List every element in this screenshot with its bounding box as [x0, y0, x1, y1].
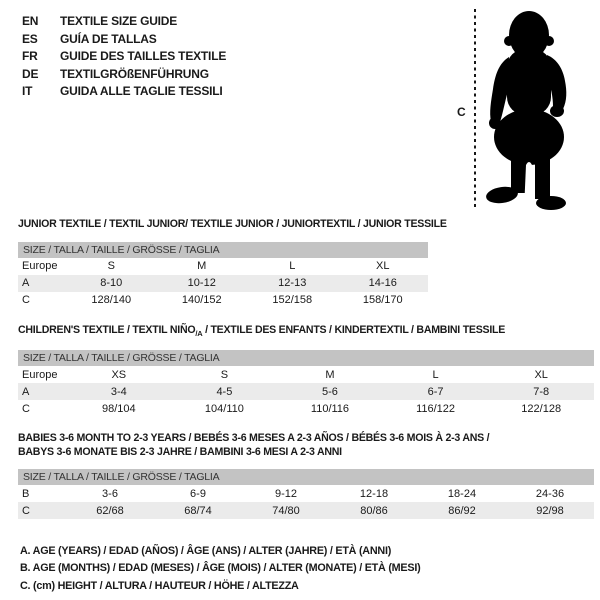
- header-area: [0, 0, 600, 212]
- table-row: [18, 366, 594, 383]
- language-title: TEXTILE SIZE GUIDE: [60, 14, 178, 28]
- size-cell: 74/80: [242, 502, 330, 519]
- language-title: GUÍA DE TALLAS: [60, 31, 157, 46]
- size-cell: L: [289, 260, 296, 272]
- size-table: [18, 350, 594, 417]
- size-cell: 10-12: [157, 275, 248, 292]
- language-title: TEXTILGRÖßENFÜHRUNG: [60, 66, 209, 81]
- size-cell: 12-13: [247, 275, 338, 292]
- size-cell: 7-8: [488, 383, 594, 400]
- size-cell: 110/116: [310, 402, 350, 415]
- table-title-text: BABIES 3-6 MONTH TO 2-3 YEARS / BEBÉS 3-6 MESES A 2-3 AÑOS / BÉBÉS 3-6 MOIS À 2-3 ANS /: [18, 432, 490, 445]
- table-row: [18, 383, 594, 400]
- language-row: [22, 66, 226, 84]
- table-row: [18, 502, 594, 519]
- legend-line: C. (cm) HEIGHT / ALTURA / HAUTEUR / HÖHE / ALTEZZA: [20, 579, 299, 592]
- row-label: C: [18, 502, 66, 519]
- size-cell: 140/152: [181, 294, 222, 306]
- size-cell: 158/170: [362, 294, 403, 306]
- language-code: DE: [22, 66, 39, 81]
- row-label: Europe: [22, 368, 58, 381]
- row-label: A: [18, 383, 66, 400]
- table-row: [18, 258, 428, 275]
- row-label: C: [22, 402, 30, 415]
- size-table-section: [18, 432, 594, 519]
- size-cell: 152/158: [272, 294, 313, 306]
- language-row: [22, 13, 226, 31]
- size-cell: 116/122: [416, 402, 456, 415]
- size-cell: 68/74: [154, 502, 242, 519]
- row-label: C: [22, 294, 30, 306]
- language-title: GUIDA ALLE TAGLIE TESSILI: [60, 84, 223, 98]
- language-title-list: [22, 13, 226, 101]
- table-title: [18, 324, 594, 341]
- legend-area: [20, 543, 600, 595]
- size-cell: M: [197, 260, 207, 272]
- size-header-cell: SIZE / TALLA / TAILLE / GRÖSSE / TAGLIA: [18, 469, 594, 485]
- size-table: [18, 469, 594, 519]
- language-code: IT: [22, 84, 33, 98]
- size-cell: S: [107, 260, 115, 272]
- size-cell: 14-16: [338, 275, 429, 292]
- size-cell: XL: [376, 260, 390, 272]
- height-measure-line: [474, 9, 476, 208]
- size-cell: 12-18: [359, 487, 389, 500]
- size-header-cell: SIZE / TALLA / TAILLE / GRÖSSE / TAGLIA: [18, 350, 594, 366]
- language-code: EN: [22, 14, 39, 28]
- table-title-text: /A: [195, 328, 203, 338]
- table-title: [18, 432, 594, 459]
- size-cell: 104/110: [204, 402, 244, 415]
- size-cell: 5-6: [277, 383, 383, 400]
- legend-line: B. AGE (MONTHS) / EDAD (MESES) / ÂGE (MOIS) / ALTER (MONATE) / ETÀ (MESI): [20, 562, 421, 575]
- size-cell: 6-7: [383, 383, 489, 400]
- size-cell: M: [325, 368, 335, 381]
- size-header-row: [18, 469, 594, 485]
- size-table: [18, 242, 428, 309]
- language-row: [22, 83, 226, 101]
- table-row: [18, 485, 594, 502]
- size-header-cell: SIZE / TALLA / TAILLE / GRÖSSE / TAGLIA: [18, 242, 428, 258]
- language-code: ES: [22, 31, 38, 46]
- language-row: [22, 31, 226, 49]
- size-cell: XL: [534, 368, 548, 381]
- table-title-text: JUNIOR TEXTILE / TEXTIL JUNIOR/ TEXTILE JUNIOR / JUNIORTEXTIL / JUNIOR TESSILE: [18, 218, 447, 230]
- table-row: [18, 292, 428, 309]
- tables-area: [18, 218, 594, 519]
- size-header-row: [18, 242, 428, 258]
- size-cell: 18-24: [447, 487, 477, 500]
- size-cell: L: [432, 368, 439, 381]
- size-cell: 128/140: [91, 294, 132, 306]
- size-cell: 4-5: [172, 383, 278, 400]
- size-cell: 62/68: [66, 502, 154, 519]
- height-measure-label: C: [457, 105, 466, 119]
- size-cell: 9-12: [274, 487, 298, 500]
- size-header-row: [18, 350, 594, 366]
- language-code: FR: [22, 49, 38, 63]
- size-table-section: [18, 324, 594, 418]
- language-title: GUIDE DES TAILLES TEXTILE: [60, 49, 227, 63]
- row-label: Europe: [22, 260, 58, 272]
- table-title: [18, 218, 594, 232]
- row-label: B: [22, 487, 30, 500]
- size-cell: 24-36: [535, 487, 565, 500]
- size-cell: S: [220, 368, 229, 381]
- size-cell: 8-10: [66, 275, 157, 292]
- size-table-section: [18, 218, 594, 309]
- table-title-text: / TEXTILE DES ENFANTS / KINDERTEXTIL / BAMBINI TESSILE: [202, 323, 506, 336]
- size-cell: 86/92: [418, 502, 506, 519]
- language-row: [22, 48, 226, 66]
- table-title-text: CHILDREN'S TEXTILE / TEXTIL NIÑO: [18, 323, 196, 336]
- baby-figure-area: [450, 5, 598, 210]
- table-row: [18, 400, 594, 417]
- size-cell: 122/128: [521, 402, 562, 415]
- size-cell: XS: [111, 368, 127, 381]
- size-cell: 80/86: [330, 502, 418, 519]
- size-cell: 92/98: [506, 502, 594, 519]
- legend-line: A. AGE (YEARS) / EDAD (AÑOS) / ÂGE (ANS) / ALTER (JAHRE) / ETÀ (ANNI): [20, 545, 392, 558]
- size-cell: 98/104: [101, 402, 136, 415]
- row-label: A: [18, 275, 66, 292]
- table-row: [18, 275, 428, 292]
- size-cell: 6-9: [190, 487, 206, 500]
- size-cell: 3-6: [102, 487, 118, 500]
- size-cell: 3-4: [66, 383, 172, 400]
- baby-silhouette-icon: [483, 5, 573, 210]
- table-title-text: BABYS 3-6 MONATE BIS 2-3 JAHRE / BAMBINI 3-6 MESI A 2-3 ANNI: [18, 445, 342, 458]
